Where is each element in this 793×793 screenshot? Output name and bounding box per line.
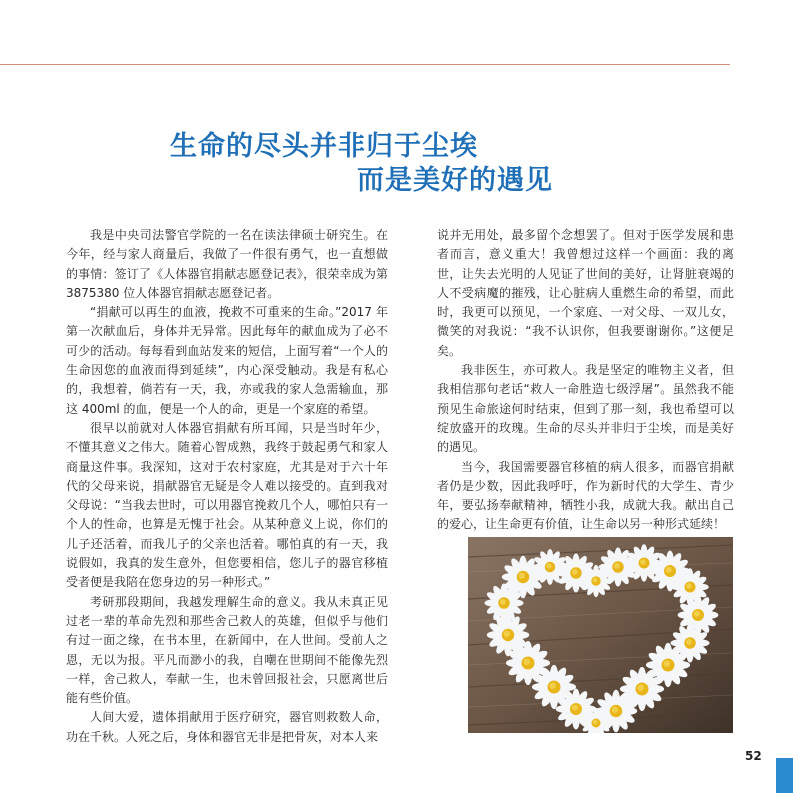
left-column [66, 226, 388, 747]
article-title-line-1: 生命的尽头并非归于尘埃 [170, 131, 478, 162]
article-title-line-2: 而是美好的遇见 [357, 165, 553, 196]
paragraph-continuation: 说并无用处，最多留个念想罢了。但对于医学发展和患者而言，意义重大！我曾想过这样一个画面：我的离世，让失去光明的人见证了世间的美好，让肾脏衰竭的人不受病魔的摧残，让心脏病人重燃生命的希望，而此时，我更可以预见，一个家庭、一对父母、一双儿女，微笑的对我说：“我不认识你，但我要谢谢你。”这便足矣。 [437, 228, 734, 358]
paragraph: 当今，我国需要器官移植的病人很多，而器官捐献者仍是少数，因此我呼吁，作为新时代的大学生、青少年，要弘扬奉献精神，牺牲小我，成就大我。献出自己的爱心，让生命更有价值，让生命以另一种形式延续！ [437, 459, 734, 532]
paragraph: 很早以前就对人体器官捐献有所耳闻，只是当时年少，不懂其意义之伟大。随着心智成熟，我终于鼓起勇气和家人商量这件事。我深知，这对于农村家庭，尤其是对于六十年代的父母来说，捐献器官无疑是令人难以接受的。直到我对父母说：“当我去世时，可以用器官挽救几个人，哪怕只有一个人的性命，也算是无愧于社会。从某种意义上说，你们的儿子还活着，而我儿子的父亲也活着。哪怕真的有一天，我说假如，我真的发生意外，但您要相信，您儿子的器官移植受者便是我陪在您身边的另一种形式。” [66, 420, 388, 590]
paragraph: 我是中央司法警官学院的一名在读法律硕士研究生。在今年，经与家人商量后，我做了一件很有勇气，也一直想做的事情：签订了《人体器官捐献志愿登记表》，很荣幸成为第 3875380 位人体器官捐献志愿登记者。 [66, 228, 388, 300]
daisy-heart-icon [468, 537, 733, 733]
paragraph: 人间大爱，遗体捐献用于医疗研究，器官则救数人命，功在千秋。人死之后，身体和器官无非是把骨灰，对本人来 [66, 710, 388, 744]
right-column [437, 226, 734, 554]
paragraph: 我非医生，亦可救人。我是坚定的唯物主义者，但我相信那句老话“救人一命胜造七级浮屠”。虽然我不能预见生命旅途何时结束，但到了那一刻，我也希望可以绽放盛开的玫瑰。生命的尽头并非归于尘埃，而是美好的遇见。 [437, 363, 734, 455]
paragraph: 考研那段期间，我越发理解生命的意义。我从未真正见过老一辈的革命先烈和那些舍己救人的英雄，但似乎与他们有过一面之缘，在书本里，在新闻中，在人世间。受前人之恩，无以为报。平凡而渺小的我，自嘲在世期间不能像先烈一样，舍己救人，奉献一生，也未曾回报社会，只愿离世后能有些价值。 [66, 594, 388, 706]
top-divider [0, 64, 730, 65]
page-edge-bar [776, 758, 793, 793]
daisy-heart-photo [468, 537, 733, 733]
page-number: 52 [745, 749, 762, 763]
paragraph: “捐献可以再生的血液，挽救不可重来的生命。”2017 年第一次献血后，身体并无异常。因此每年的献血成为了必不可少的活动。每每看到血站发来的短信，上面写着“一个人的生命因您的血液而得到延续”，内心深受触动。我是有私心的，我想着，倘若有一天，我，亦或我的家人急需输血，那这 400ml 的血，便是一个人的命，更是一个家庭的希望。 [66, 305, 388, 416]
